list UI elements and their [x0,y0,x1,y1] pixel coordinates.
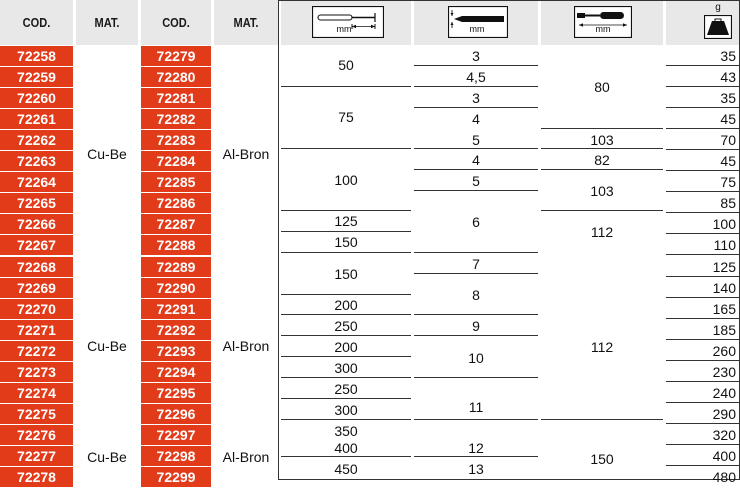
row-border [541,148,663,149]
weight-value: 125 [712,259,736,275]
handle-length: 80 [594,79,610,95]
row-border [666,86,739,87]
row-border [281,86,411,87]
row-border [666,254,739,255]
row-border [414,107,538,108]
blade-length: 100 [334,172,358,188]
tip-width: 9 [472,318,480,334]
row-border [541,169,663,170]
product-code: 72280 [141,67,211,87]
product-code: 72281 [141,88,211,108]
material-albron-1: Al-Bron [222,146,270,162]
product-code: 72285 [141,172,211,192]
row-border [414,190,538,191]
product-code: 72262 [0,130,73,150]
handle-unit-label: mm [595,24,611,34]
row-border [666,360,739,361]
tip-width: 5 [472,132,480,148]
blade-unit-label: mm [336,24,352,34]
blade-length: 50 [338,57,354,73]
blade-length: 200 [334,339,358,355]
product-code: 72284 [141,151,211,171]
row-border [281,335,411,336]
blade-length: 350 [334,423,358,439]
row-border [666,381,739,382]
tip-width: 6 [472,214,480,230]
product-code: 72269 [0,278,73,298]
weight-value: 75 [720,174,736,190]
product-code: 72291 [141,299,211,319]
header-mat-2: MAT. [233,15,259,30]
blade-length: 75 [338,109,354,125]
column-separator [138,0,141,480]
weight-value: 110 [713,237,736,253]
tip-unit-label: mm [469,24,485,34]
weight-unit-label: g [715,2,721,13]
row-border [281,398,411,399]
blade-length: 150 [334,266,358,282]
tip-width: 3 [472,48,480,64]
product-code: 72276 [0,425,73,445]
row-border [414,148,538,149]
weight-value: 70 [720,132,736,148]
product-code: 72265 [0,193,73,213]
blade-length: 300 [334,360,358,376]
product-code: 72294 [141,362,211,382]
row-border [281,377,411,378]
blade-length: 400 [334,440,358,456]
tip-width: 4 [472,152,480,168]
material-cube-1: Cu-Be [87,146,127,162]
tip-width: 11 [468,399,484,415]
product-code: 72297 [141,425,211,445]
row-border [414,314,538,315]
row-border [666,465,739,466]
product-code: 72279 [141,46,211,66]
product-code: 72260 [0,88,73,108]
row-border [666,107,739,108]
row-border [666,149,739,150]
row-border [414,252,538,253]
weight-value: 320 [712,427,736,443]
row-border [414,65,538,66]
handle-length: 112 [590,339,614,355]
product-code: 72293 [141,341,211,361]
row-border [281,314,411,315]
product-code: 72286 [141,193,211,213]
weight-value: 45 [720,153,736,169]
weight-value: 85 [720,195,736,211]
row-border [666,402,739,403]
column-separator [73,0,76,480]
tip-width: 4,5 [466,69,486,85]
product-code: 72295 [141,383,211,403]
column-separator [211,0,214,480]
blade-length: 300 [334,402,358,418]
product-code: 72270 [0,299,73,319]
row-border [666,191,739,192]
product-code: 72277 [0,446,73,466]
product-code: 72273 [0,362,73,382]
row-border [414,335,538,336]
product-code: 72298 [141,446,211,466]
product-code: 72287 [141,214,211,234]
handle-length: 112 [590,224,614,240]
row-border [414,377,538,378]
product-code: 72266 [0,214,73,234]
tip-width: 13 [468,461,484,477]
product-code: 72275 [0,404,73,424]
weight-value: 400 [712,448,736,464]
weight-value: 165 [712,301,736,317]
row-border [281,419,411,420]
row-border [281,148,411,149]
product-code: 72288 [141,235,211,255]
weight-value: 230 [712,364,736,380]
row-border [666,170,739,171]
row-border [281,456,411,457]
product-code: 72272 [0,341,73,361]
header-mat-1: MAT. [94,15,120,30]
product-code: 72289 [141,257,211,277]
row-border [666,297,739,298]
row-border [281,356,411,357]
handle-length: 82 [594,152,610,168]
product-code: 72271 [0,320,73,340]
row-border [281,231,411,232]
material-albron-2: Al-Bron [222,338,270,354]
tip-width: 12 [468,440,484,456]
weight-value: 43 [720,69,736,85]
product-code: 72290 [141,278,211,298]
header-cod-1: COD. [22,15,51,30]
row-border [666,65,739,66]
row-border [281,252,411,253]
product-code: 72264 [0,172,73,192]
header-cod-2: COD. [162,15,190,30]
row-border [281,294,411,295]
weight-value: 140 [712,280,736,296]
row-border [666,339,739,340]
row-border [666,212,739,213]
row-border [541,128,663,129]
product-code: 72268 [0,257,73,277]
product-code: 72259 [0,67,73,87]
blade-length: 450 [334,461,358,477]
material-cube-2: Cu-Be [87,338,127,354]
blade-length: 150 [334,234,358,250]
table-border [278,0,740,1]
weight-value: 35 [720,90,736,106]
blade-length: 250 [334,318,358,334]
row-border [666,128,739,129]
tip-width: 4 [472,111,480,127]
product-code: 72292 [141,320,211,340]
weight-value: 100 [712,216,736,232]
product-code: 72278 [0,467,73,487]
tip-width: 7 [472,256,480,272]
row-border [414,169,538,170]
row-border [414,86,538,87]
product-code: 72282 [141,109,211,129]
row-border [414,419,538,420]
row-border [414,273,538,274]
row-border [666,276,739,277]
product-code: 72274 [0,383,73,403]
product-code: 72283 [141,130,211,150]
weight-value: 480 [712,469,736,485]
row-border [414,456,538,457]
tip-width: 3 [472,90,480,106]
weight-value: 35 [720,48,736,64]
weight-value: 240 [712,385,736,401]
weight-value: 260 [712,343,736,359]
tip-width: 10 [468,350,484,366]
blade-length: 200 [334,297,358,313]
row-border [666,233,739,234]
product-code: 72258 [0,46,73,66]
row-border [666,423,739,424]
handle-length: 150 [590,451,614,467]
handle-length: 103 [590,183,614,199]
tip-width: 5 [472,173,480,189]
material-cube-3: Cu-Be [87,449,127,465]
tip-width: 8 [472,287,480,303]
row-border [541,210,663,211]
weight-icon [704,15,732,39]
handle-length: 103 [590,132,614,148]
blade-length: 125 [334,213,358,229]
weight-value: 185 [712,322,736,338]
product-code: 72296 [141,404,211,424]
row-border [281,210,411,211]
row-border [666,318,739,319]
weight-value: 290 [712,406,736,422]
row-border [666,444,739,445]
weight-value: 45 [720,111,736,127]
material-albron-3: Al-Bron [222,449,270,465]
product-code: 72299 [141,467,211,487]
row-border [541,419,663,420]
product-code: 72261 [0,109,73,129]
table-border [278,0,279,480]
product-code: 72267 [0,235,73,255]
product-code: 72263 [0,151,73,171]
blade-length: 250 [334,381,358,397]
